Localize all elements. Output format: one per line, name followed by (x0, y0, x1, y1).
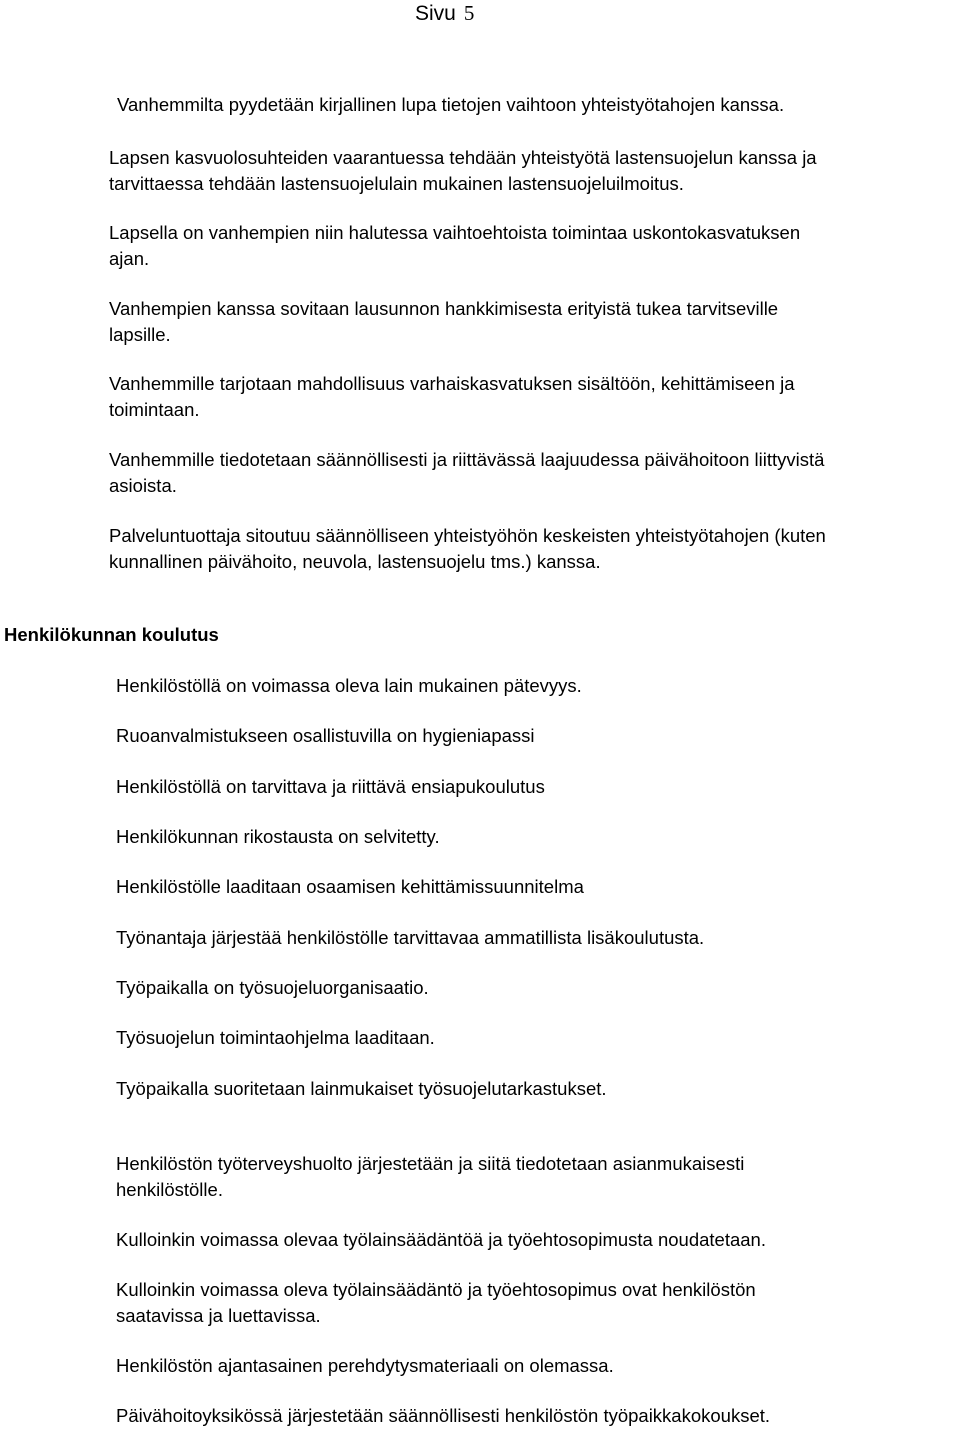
section-item (116, 1353, 614, 1379)
section-item (116, 1025, 435, 1051)
text-line: Henkilöstölle laaditaan osaamisen kehittämissuunnitelma (116, 876, 584, 897)
text-line: Ruoanvalmistukseen osallistuvilla on hygieniapassi (116, 725, 535, 746)
page-label: Sivu (415, 2, 456, 25)
section-item (116, 824, 440, 850)
text-line: Vanhemmille tarjotaan mahdollisuus varhaiskasvatuksen sisältöön, kehittämiseen ja (109, 373, 795, 394)
section-heading: Henkilökunnan koulutus (4, 624, 219, 645)
section-item (116, 1403, 770, 1429)
text-line: Työpaikalla suoritetaan lainmukaiset työsuojelutarkastukset. (116, 1078, 607, 1099)
section-item (116, 1151, 744, 1203)
intro-paragraph (109, 371, 795, 423)
text-line: Työpaikalla on työsuojeluorganisaatio. (116, 977, 429, 998)
section-item (116, 874, 584, 900)
text-line: henkilöstölle. (116, 1179, 223, 1200)
text-line: kunnallinen päivähoito, neuvola, lastensuojelu tms.) kanssa. (109, 551, 601, 572)
text-line: Henkilöstöllä on voimassa oleva lain mukainen pätevyys. (116, 675, 582, 696)
text-line: Työnantaja järjestää henkilöstölle tarvittavaa ammatillista lisäkoulutusta. (116, 927, 705, 948)
text-line: Vanhemmilta pyydetään kirjallinen lupa tietojen vaihtoon yhteistyötahojen kanssa. (117, 94, 785, 115)
text-line: Kulloinkin voimassa oleva työlainsäädäntö ja työehtosopimus ovat henkilöstön (116, 1279, 756, 1300)
text-line: ajan. (109, 248, 150, 269)
page-number: 5 (463, 1, 475, 25)
section-item (116, 1277, 756, 1329)
text-line: Henkilöstön työterveyshuolto järjestetään ja siitä tiedotetaan asianmukaisesti (116, 1153, 745, 1174)
text-line: Henkilöstöllä on tarvittava ja riittävä ensiapukoulutus (116, 776, 545, 797)
intro-paragraph (109, 523, 826, 575)
text-line: Päivähoitoyksikössä järjestetään säännöllisesti henkilöstön työpaikkakokoukset. (116, 1405, 771, 1426)
text-line: Vanhemmille tiedotetaan säännöllisesti ja riittävässä laajuudessa päivähoitoon liittyvistä (109, 449, 825, 470)
section-item (116, 723, 535, 749)
text-line: Lapsen kasvuolosuhteiden vaarantuessa tehdään yhteistyötä lastensuojelun kanssa ja (109, 147, 817, 168)
text-line: Palveluntuottaja sitoutuu säännölliseen yhteistyöhön keskeisten yhteistyötahojen (kuten (109, 525, 826, 546)
text-line: lapsille. (109, 324, 171, 345)
section-item (116, 1227, 766, 1253)
section-item (116, 1076, 607, 1102)
text-line: toimintaan. (109, 399, 200, 420)
text-line: Vanhempien kanssa sovitaan lausunnon hankkimisesta erityistä tukea tarvitseville (109, 298, 779, 319)
section-item (116, 975, 429, 1001)
section-item (116, 673, 582, 699)
text-line: tarvittaessa tehdään lastensuojelulain mukainen lastensuojeluilmoitus. (109, 173, 684, 194)
section-item (116, 925, 704, 951)
intro-paragraph (109, 447, 824, 499)
intro-paragraph (109, 220, 800, 272)
intro-paragraph (109, 145, 817, 197)
text-line: Lapsella on vanhempien niin halutessa vaihtoehtoista toimintaa uskontokasvatuksen (109, 222, 801, 243)
text-line: Työsuojelun toimintaohjelma laaditaan. (116, 1027, 435, 1048)
text-line: Kulloinkin voimassa olevaa työlainsäädäntöä ja työehtosopimusta noudatetaan. (116, 1229, 766, 1250)
text-line: Henkilöstön ajantasainen perehdytysmateriaali on olemassa. (116, 1355, 614, 1376)
text-line: saatavissa ja luettavissa. (116, 1305, 321, 1326)
intro-paragraph (109, 296, 778, 348)
text-line: Henkilökunnan rikostausta on selvitetty. (116, 826, 440, 847)
text-line: asioista. (109, 475, 177, 496)
section-item (116, 774, 545, 800)
intro-paragraph (117, 92, 784, 118)
page-header (415, 0, 474, 27)
